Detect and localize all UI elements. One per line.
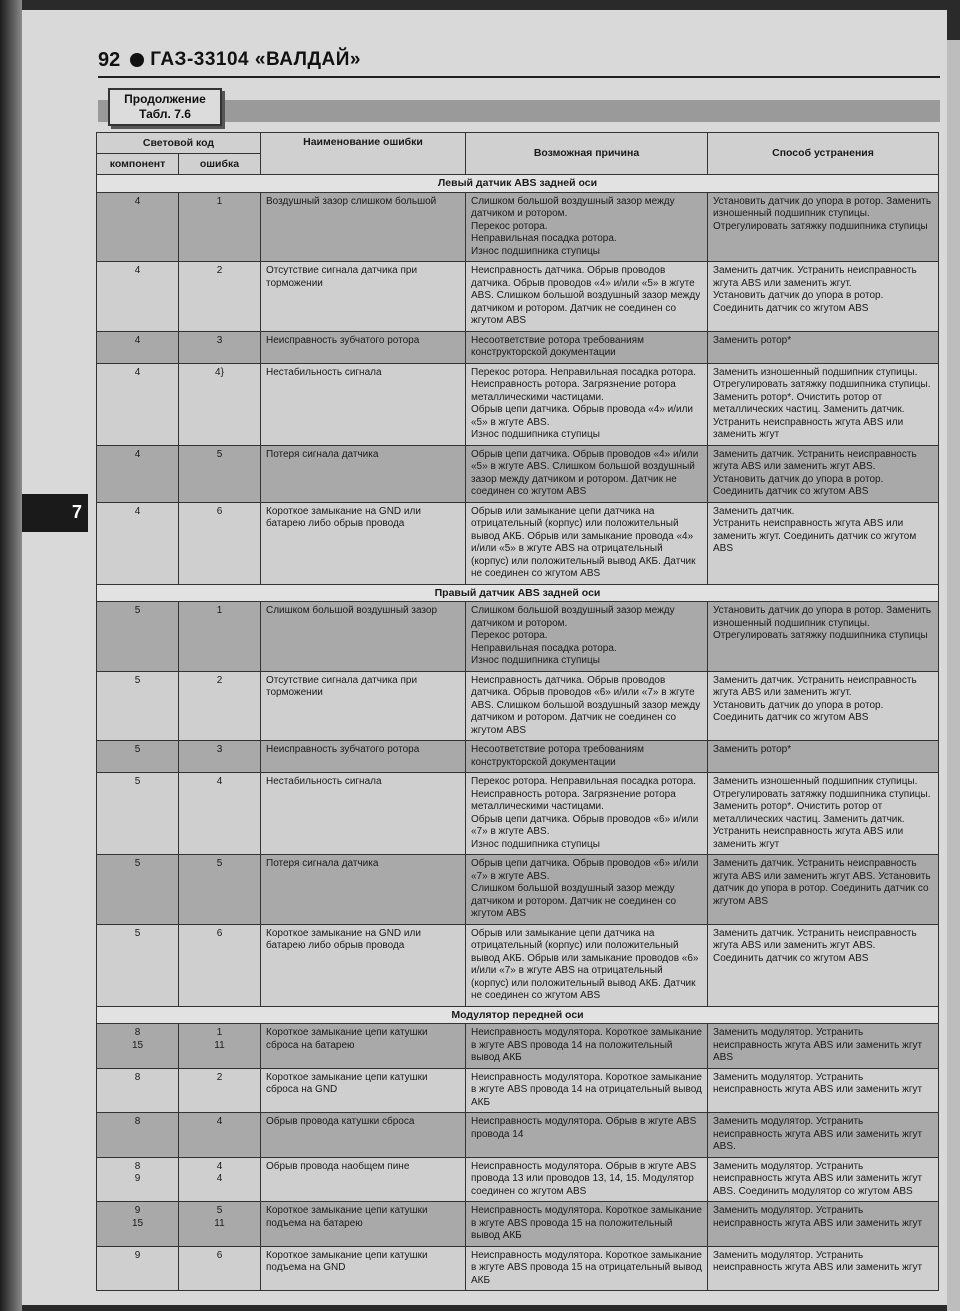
header-rule [98, 76, 940, 78]
cell-fix: Заменить ротор* [708, 741, 939, 773]
cell-cause: Обрыв цепи датчика. Обрыв проводов «6» и/или «7» в жгуте ABS. Слишком большой воздушный зазор между датчиком и ротором. Датчик не соединен со жгутом ABS [466, 855, 708, 925]
table-row [97, 363, 939, 445]
table-row [97, 855, 939, 925]
table-row [97, 331, 939, 363]
continuation-label [108, 88, 222, 126]
cell-error-code: 1 [179, 192, 261, 262]
cell-error-code: 6 [179, 502, 261, 584]
cell-component: 8 15 [97, 1024, 179, 1069]
cell-fix: Заменить датчик. Устранить неисправность жгута ABS или заменить жгут ABS. Установить датчик до упора в ротор. Соединить датчик со жгутом ABS [708, 445, 939, 502]
cell-component: 4 [97, 331, 179, 363]
table-body [97, 175, 939, 1291]
cell-fix: Заменить датчик. Устранить неисправность жгута ABS или заменить жгут ABS. Установить датчик до упора в ротор. Соединить датчик со жгутом ABS [708, 855, 939, 925]
table-row [97, 1024, 939, 1069]
continuation-line2: Табл. 7.6 [139, 107, 191, 121]
section-title: Левый датчик ABS задней оси [97, 175, 939, 193]
cell-component: 8 [97, 1113, 179, 1158]
table-row [97, 445, 939, 502]
header-error-name: Наименование ошибки [261, 133, 466, 175]
cell-error-name: Отсутствие сигнала датчика при торможении [261, 671, 466, 741]
cell-error-name: Короткое замыкание на GND или батарею либо обрыв провода [261, 502, 466, 584]
cell-cause: Обрыв или замыкание цепи датчика на отрицательный (корпус) или положительный вывод АКБ. Обрыв или замыкание проводов «6» и/или «7» в жгуте ABS на отрицательный (корпус) или положительный вывод АКБ. Датчик не соединен со жгутом ABS [466, 924, 708, 1006]
table-row [97, 1157, 939, 1202]
cell-fix: Установить датчик до упора в ротор. Заменить изношенный подшипник ступицы. Отрегулировать затяжку подшипника ступицы [708, 192, 939, 262]
cell-component: 4 [97, 192, 179, 262]
page-number: 92 [98, 48, 121, 71]
cell-fix: Заменить ротор* [708, 331, 939, 363]
cell-component: 8 9 [97, 1157, 179, 1202]
table-row [97, 1202, 939, 1247]
cell-error-name: Обрыв провода наобщем пине [261, 1157, 466, 1202]
cell-error-name: Нестабильность сигнала [261, 363, 466, 445]
cell-cause: Несоответствие ротора требованиям конструкторской документации [466, 331, 708, 363]
cell-error-name: Слишком большой воздушный зазор [261, 602, 466, 672]
book-binding-shadow [0, 0, 22, 1311]
cell-error-name: Потеря сигнала датчика [261, 855, 466, 925]
cell-fix: Заменить модулятор. Устранить неисправность жгута ABS или заменить жгут [708, 1068, 939, 1113]
cell-error-code: 5 [179, 445, 261, 502]
cell-fix: Заменить изношенный подшипник ступицы. Отрегулировать затяжку подшипника ступицы. Заменить ротор*. Очистить ротор от металлических частиц. Заменить датчик. Устранить неисправность жгута ABS или заменить жгут [708, 363, 939, 445]
cell-fix: Заменить датчик. Устранить неисправность жгута ABS или заменить жгут. Соединить датчик со жгутом ABS [708, 502, 939, 584]
cell-cause: Неисправность модулятора. Короткое замыкание в жгуте ABS провода 15 на положительный вывод АКБ [466, 1202, 708, 1247]
cell-component: 5 [97, 602, 179, 672]
header-cause: Возможная причина [466, 133, 708, 175]
table-row [97, 602, 939, 672]
table-row [97, 741, 939, 773]
cell-fix: Заменить датчик. Устранить неисправность жгута ABS или заменить жгут ABS. Соединить датчик со жгутом ABS [708, 924, 939, 1006]
cell-error-code: 3 [179, 741, 261, 773]
cell-error-code: 1 11 [179, 1024, 261, 1069]
cell-error-code: 5 [179, 855, 261, 925]
bullet-icon [130, 53, 144, 67]
cell-component: 5 [97, 671, 179, 741]
page-header [98, 46, 361, 74]
cell-error-name: Отсутствие сигнала датчика при торможении [261, 262, 466, 332]
cell-error-name: Короткое замыкание цепи катушки подъема на GND [261, 1246, 466, 1291]
header-fix: Способ устранения [708, 133, 939, 175]
cell-error-code: 5 11 [179, 1202, 261, 1247]
cell-cause: Слишком большой воздушный зазор между датчиком и ротором. Перекос ротора. Неправильная посадка ротора. Износ подшипника ступицы [466, 602, 708, 672]
cell-fix: Заменить модулятор. Устранить неисправность жгута ABS или заменить жгут ABS. Соединить модулятор со жгутом ABS [708, 1157, 939, 1202]
cell-component: 4 [97, 262, 179, 332]
cell-cause: Обрыв цепи датчика. Обрыв проводов «4» и/или «5» в жгуте ABS. Слишком большой воздушный зазор между датчиком и ротором. Датчик не соединен со жгутом ABS [466, 445, 708, 502]
chapter-tab [22, 494, 88, 532]
cell-component: 8 [97, 1068, 179, 1113]
chapter-number: 7 [71, 502, 82, 522]
header-component: компонент [97, 154, 179, 175]
cell-fix: Заменить модулятор. Устранить неисправность жгута ABS или заменить жгут [708, 1246, 939, 1291]
cell-component: 4 [97, 445, 179, 502]
cell-cause: Неисправность модулятора. Короткое замыкание в жгуте ABS провода 14 на положительный вывод АКБ [466, 1024, 708, 1069]
cell-component: 4 [97, 502, 179, 584]
table-row [97, 192, 939, 262]
cell-error-name: Нестабильность сигнала [261, 773, 466, 855]
cell-error-code: 4 [179, 1113, 261, 1158]
cell-error-name: Короткое замыкание цепи катушки сброса на батарею [261, 1024, 466, 1069]
section-title: Модулятор передней оси [97, 1006, 939, 1024]
cell-component: 9 [97, 1246, 179, 1291]
cell-cause: Неисправность датчика. Обрыв проводов датчика. Обрыв проводов «6» и/или «7» в жгуте ABS. Слишком большой воздушный зазор между датчиком и ротором. Датчик не соединен со жгутом ABS [466, 671, 708, 741]
cell-cause: Слишком большой воздушный зазор между датчиком и ротором. Перекос ротора. Неправильная посадка ротора. Износ подшипника ступицы [466, 192, 708, 262]
cell-error-code: 3 [179, 331, 261, 363]
cell-error-code: 2 [179, 262, 261, 332]
cell-cause: Несоответствие ротора требованиям конструкторской документации [466, 741, 708, 773]
cell-error-code: 4 [179, 773, 261, 855]
cell-component: 9 15 [97, 1202, 179, 1247]
cell-error-name: Неисправность зубчатого ротора [261, 741, 466, 773]
table-row [97, 1246, 939, 1291]
cell-error-name: Короткое замыкание цепи катушки подъема на батарею [261, 1202, 466, 1247]
cell-error-name: Неисправность зубчатого ротора [261, 331, 466, 363]
cell-cause: Неисправность модулятора. Обрыв в жгуте ABS провода 13 или проводов 13, 14, 15. Модулятор соединен со жгутом ABS [466, 1157, 708, 1202]
table-row [97, 262, 939, 332]
cell-error-name: Короткое замыкание цепи катушки сброса на GND [261, 1068, 466, 1113]
cell-error-code: 4} [179, 363, 261, 445]
cell-component: 5 [97, 924, 179, 1006]
cell-component: 4 [97, 363, 179, 445]
section-row [97, 1006, 939, 1024]
cell-error-code: 1 [179, 602, 261, 672]
cell-fix: Заменить датчик. Устранить неисправность жгута ABS или заменить жгут. Установить датчик до упора в ротор. Соединить датчик со жгутом ABS [708, 671, 939, 741]
header-light-code: Световой код [97, 133, 261, 154]
section-row [97, 584, 939, 602]
cell-error-name: Обрыв провода катушки сброса [261, 1113, 466, 1158]
cell-fix: Заменить датчик. Устранить неисправность жгута ABS или заменить жгут. Установить датчик до упора в ротор. Соединить датчик со жгутом ABS [708, 262, 939, 332]
cell-fix: Заменить модулятор. Устранить неисправность жгута ABS или заменить жгут ABS [708, 1024, 939, 1069]
cell-fix: Заменить модулятор. Устранить неисправность жгута ABS или заменить жгут ABS. [708, 1113, 939, 1158]
cell-cause: Неисправность модулятора. Короткое замыкание в жгуте ABS провода 14 на отрицательный вывод АКБ [466, 1068, 708, 1113]
section-row [97, 175, 939, 193]
continuation-line1: Продолжение [124, 92, 206, 106]
error-code-table [96, 132, 939, 1291]
cell-component: 5 [97, 741, 179, 773]
cell-fix: Установить датчик до упора в ротор. Заменить изношенный подшипник ступицы. Отрегулировать затяжку подшипника ступицы [708, 602, 939, 672]
table-row [97, 924, 939, 1006]
page-title: ГАЗ-33104 «ВАЛДАЙ» [150, 49, 361, 70]
cell-cause: Неисправность модулятора. Короткое замыкание в жгуте ABS провода 15 на отрицательный вывод АКБ [466, 1246, 708, 1291]
cell-component: 5 [97, 773, 179, 855]
cell-fix: Заменить изношенный подшипник ступицы. Отрегулировать затяжку подшипника ступицы. Заменить ротор*. Очистить ротор от металлических частиц. Заменить датчик. Устранить неисправность жгута ABS или заменить жгут [708, 773, 939, 855]
table-row [97, 502, 939, 584]
page-edge [947, 40, 960, 1311]
cell-error-code: 6 [179, 1246, 261, 1291]
cell-cause: Обрыв или замыкание цепи датчика на отрицательный (корпус) или положительный вывод АКБ. Обрыв или замыкание провода «4» и/или «5» в жгуте ABS на отрицательный (корпус) или положительный вывод АКБ. Датчик не соединен со жгутом ABS [466, 502, 708, 584]
header-error-code: ошибка [179, 154, 261, 175]
continuation-bar [98, 100, 940, 122]
cell-fix: Заменить модулятор. Устранить неисправность жгута ABS или заменить жгут [708, 1202, 939, 1247]
table-row [97, 1113, 939, 1158]
cell-error-name: Короткое замыкание на GND или батарею либо обрыв провода [261, 924, 466, 1006]
table-row [97, 1068, 939, 1113]
table-row [97, 773, 939, 855]
cell-error-name: Потеря сигнала датчика [261, 445, 466, 502]
cell-cause: Неисправность датчика. Обрыв проводов датчика. Обрыв проводов «4» и/или «5» в жгуте ABS. Слишком большой воздушный зазор между датчиком и ротором. Датчик не соединен со жгутом ABS [466, 262, 708, 332]
cell-error-code: 2 [179, 1068, 261, 1113]
cell-error-code: 4 4 [179, 1157, 261, 1202]
cell-cause: Перекос ротора. Неправильная посадка ротора. Неисправность ротора. Загрязнение ротора металлическими частицами. Обрыв цепи датчика. Обрыв провода «4» и/или «5» в жгуте ABS. Износ подшипника ступицы [466, 363, 708, 445]
cell-component: 5 [97, 855, 179, 925]
cell-cause: Неисправность модулятора. Обрыв в жгуте ABS провода 14 [466, 1113, 708, 1158]
section-title: Правый датчик ABS задней оси [97, 584, 939, 602]
cell-error-code: 6 [179, 924, 261, 1006]
cell-error-code: 2 [179, 671, 261, 741]
cell-cause: Перекос ротора. Неправильная посадка ротора. Неисправность ротора. Загрязнение ротора металлическими частицами. Обрыв цепи датчика. Обрыв проводов «6» и/или «7» в жгуте ABS. Износ подшипника ступицы [466, 773, 708, 855]
table-row [97, 671, 939, 741]
cell-error-name: Воздушный зазор слишком большой [261, 192, 466, 262]
